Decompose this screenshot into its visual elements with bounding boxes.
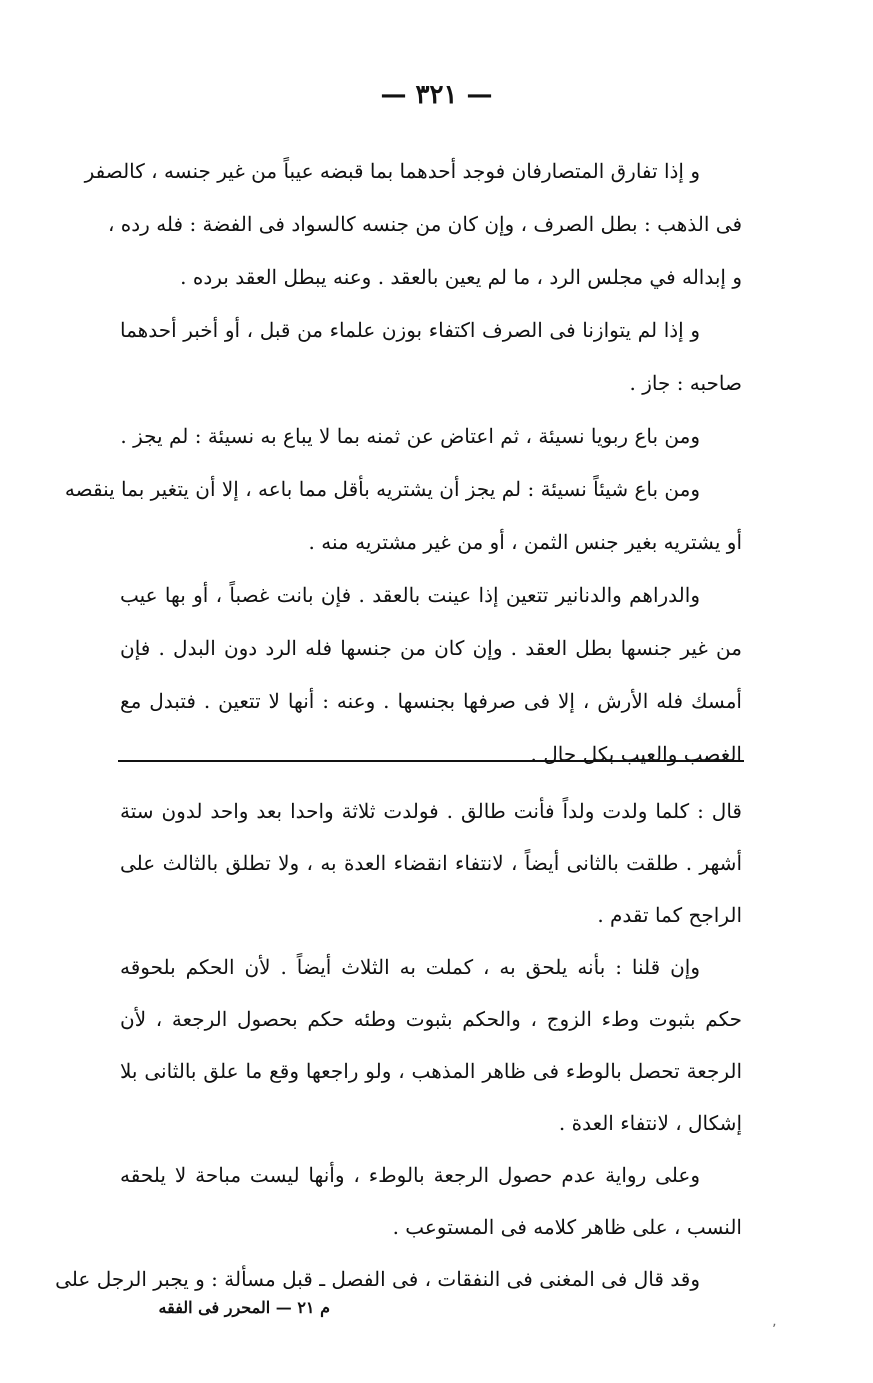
text-line: ومن باع شيئاً نسيئة : لم يجز أن يشتريه بأقل مما باعه ، إلا أن يتغير بما ينقصه: [64, 477, 700, 501]
text-line: و إذا لم يتوازنا فى الصرف اكتفاء بوزن علماء من قبل ، أو أخبر أحدهما: [120, 318, 700, 342]
text-line: إشكال ، لانتفاء العدة .: [558, 1111, 742, 1135]
footnote-divider: [118, 760, 744, 762]
text-line: فى الذهب : بطل الصرف ، وإن كان من جنسه كالسواد فى الفضة : فله رده ،: [107, 212, 742, 236]
text-line: ومن باع ربويا نسيئة ، ثم اعتاض عن ثمنه بما لا يباع به نسيئة : لم يجز .: [120, 424, 700, 448]
signature-mark: م ٢١ — المحرر فى الفقه: [158, 1298, 330, 1317]
text-line: صاحبه : جاز .: [629, 371, 742, 395]
text-line: الغصب والعيب بكل حال .: [530, 742, 742, 766]
text-line: وقد قال فى المغنى فى النفقات ، فى الفصل ـ قبل مسألة : و يجبر الرجل على: [55, 1267, 700, 1291]
text-line: وإن قلنا : بأنه يلحق به ، كملت به الثلاث أيضاً . لأن الحكم بلحوقه: [120, 955, 700, 979]
text-line: الرجعة تحصل بالوطء فى ظاهر المذهب ، ولو راجعها وقع ما علق بالثانى بلا: [120, 1059, 742, 1083]
text-line: أشهر . طلقت بالثانى أيضاً ، لانتفاء انقضاء العدة به ، ولا تطلق بالثالث على: [120, 851, 742, 875]
text-line: من غير جنسها بطل العقد . وإن كان من جنسها فله الرد دون البدل . فإن: [120, 636, 742, 660]
text-line: قال : كلما ولدت ولداً فأنت طالق . فولدت ثلاثة واحدا بعد واحد لدون ستة: [120, 799, 742, 823]
footnote-text: [55, 785, 742, 1305]
text-line: حكم بثبوت وطء الزوج ، والحكم بثبوت وطئه حكم بحصول الرجعة ، لأن: [120, 1007, 742, 1031]
text-line: والدراهم والدنانير تتعين إذا عينت بالعقد . فإن بانت غصباً ، أو بها عيب: [120, 583, 700, 607]
text-line: و إذا تفارق المتصارفان فوجد أحدهما بما قبضه عيباً من غير جنسه ، كالصفر: [84, 159, 700, 183]
margin-mark: ٬: [772, 1322, 777, 1338]
text-line: أو يشتريه بغير جنس الثمن ، أو من غير مشتريه منه .: [308, 530, 742, 554]
page-number: — ٣٢١ —: [380, 80, 493, 110]
text-line: الراجح كما تقدم .: [597, 903, 742, 927]
main-text: [64, 145, 742, 781]
text-line: النسب ، على ظاهر كلامه فى المستوعب .: [392, 1215, 742, 1239]
text-line: وعلى رواية عدم حصول الرجعة بالوطء ، وأنها ليست مباحة لا يلحقه: [120, 1163, 700, 1187]
text-line: أمسك فله الأرش ، إلا فى صرفها بجنسها . وعنه : أنها لا تتعين . فتبدل مع: [120, 689, 742, 713]
text-line: و إبداله في مجلس الرد ، ما لم يعين بالعقد . وعنه يبطل العقد برده .: [180, 265, 742, 289]
